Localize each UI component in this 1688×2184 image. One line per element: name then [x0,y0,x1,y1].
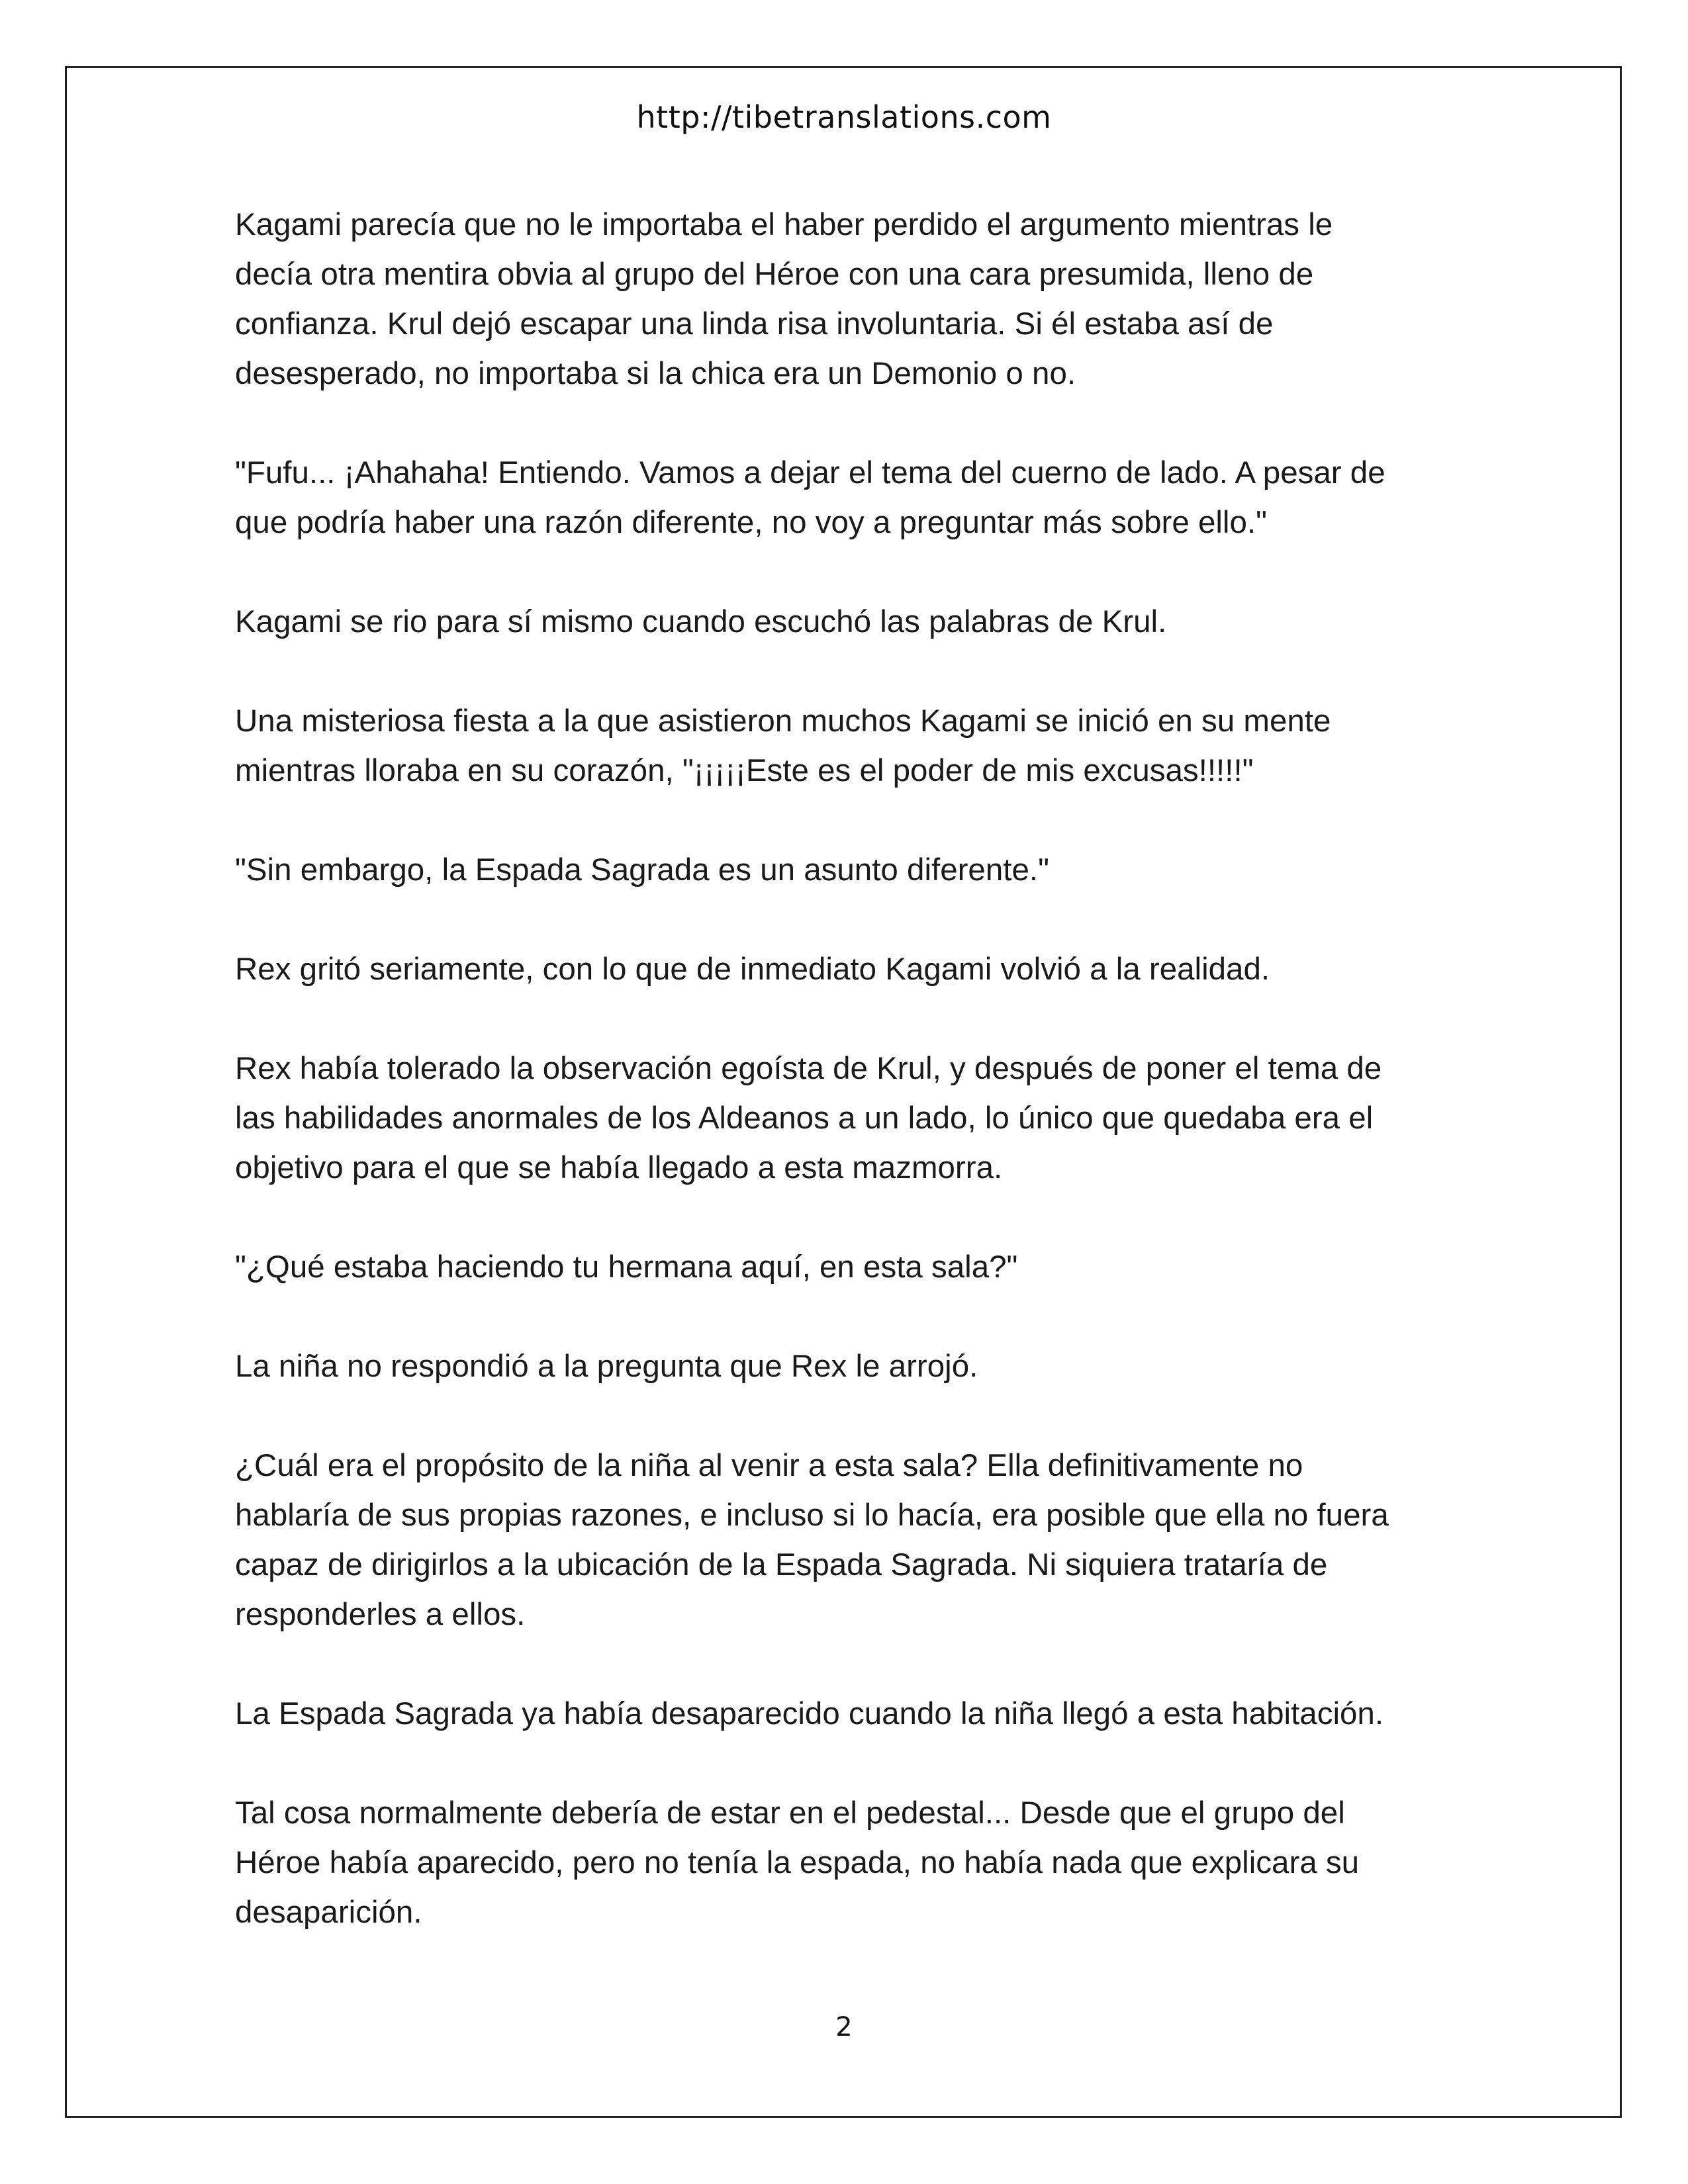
text-line: confianza. Krul dejó escapar una linda risa involuntaria. Si él estaba así de [235,306,1274,341]
paragraph [235,597,1473,647]
text-line: desaparición. [235,1895,422,1930]
text-line: Rex había tolerado la observación egoísta de Krul, y después de poner el tema de [235,1051,1382,1086]
text-line: La niña no respondió a la pregunta que Rex le arrojó. [235,1349,978,1384]
text-line: La Espada Sagrada ya había desaparecido cuando la niña llegó a esta habitación. [235,1696,1384,1731]
text-line: Kagami se rio para sí mismo cuando escuchó las palabras de Krul. [235,604,1167,639]
text-line: objetivo para el que se había llegado a esta mazmorra. [235,1150,1003,1185]
text-line: "Fufu... ¡Ahahaha! Entiendo. Vamos a dejar el tema del cuerno de lado. A pesar de [235,455,1385,490]
paragraph [235,1689,1473,1739]
text-line: Kagami parecía que no le importaba el haber perdido el argumento mientras le [235,207,1333,242]
text-line: responderles a ellos. [235,1597,526,1632]
paragraph [235,944,1473,994]
paragraph [235,1441,1473,1639]
text-line: ¿Cuál era el propósito de la niña al venir a esta sala? Ella definitivamente no [235,1448,1303,1483]
text-line: "¿Qué estaba haciendo tu hermana aquí, en esta sala?" [235,1250,1018,1285]
text-line: Tal cosa normalmente debería de estar en el pedestal... Desde que el grupo del [235,1796,1345,1831]
text-line: las habilidades anormales de los Aldeanos a un lado, lo único que quedaba era el [235,1101,1374,1136]
text-line: Héroe había aparecido, pero no tenía la espada, no había nada que explicara su [235,1845,1360,1880]
paragraph [235,200,1473,398]
text-line: hablaría de sus propias razones, e incluso si lo hacía, era posible que ella no fuera [235,1498,1389,1533]
paragraph [235,448,1473,547]
text-line: decía otra mentira obvia al grupo del Héroe con una cara presumida, lleno de [235,257,1314,292]
paragraph [235,696,1473,796]
text-line: desesperado, no importaba si la chica era un Demonio o no. [235,356,1076,391]
paragraph [235,1788,1473,1937]
page-number: 2 [835,2012,853,2042]
text-line: mientras lloraba en su corazón, "¡¡¡¡¡Este es el poder de mis excusas!!!!!" [235,753,1254,788]
document-body [235,200,1473,1987]
header-url: http://tibetranslations.com [636,99,1052,135]
text-line: Rex gritó seriamente, con lo que de inmediato Kagami volvió a la realidad. [235,952,1270,987]
text-line: "Sin embargo, la Espada Sagrada es un asunto diferente." [235,852,1049,887]
paragraph [235,1044,1473,1193]
text-line: Una misteriosa fiesta a la que asistieron muchos Kagami se inició en su mente [235,704,1331,739]
text-line: capaz de dirigirlos a la ubicación de la Espada Sagrada. Ni siquiera trataría de [235,1547,1328,1582]
paragraph [235,845,1473,895]
paragraph [235,1342,1473,1391]
text-line: que podría haber una razón diferente, no voy a preguntar más sobre ello." [235,505,1267,540]
paragraph [235,1242,1473,1292]
